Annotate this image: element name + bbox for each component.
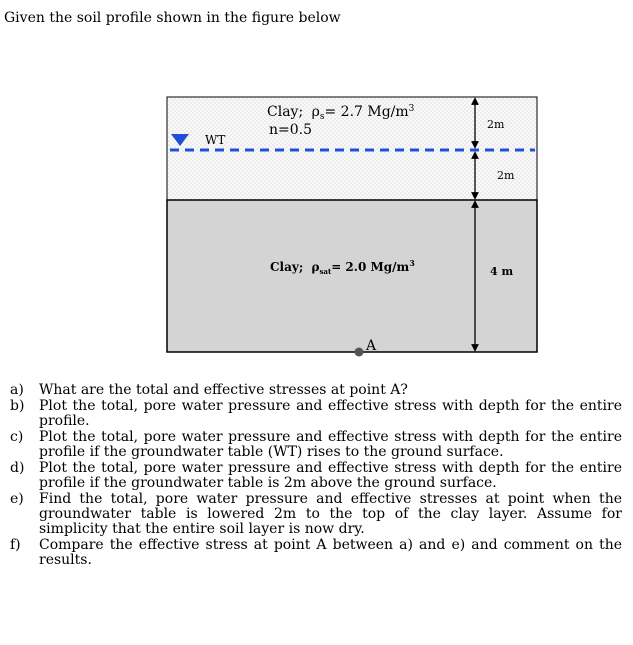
top-layer-porosity: n=0.5 xyxy=(269,122,313,138)
question-label: d) xyxy=(10,460,25,476)
question-item xyxy=(10,461,622,491)
question-label: f) xyxy=(10,537,21,553)
top-layer-density: Clay; $\rho_s= 2.7$ $Mg/m^3$ xyxy=(267,104,415,122)
point-a-label: A xyxy=(366,338,377,354)
question-item xyxy=(10,399,622,429)
dim-label-bottom: 4 m xyxy=(490,265,514,278)
question-label: c) xyxy=(10,429,24,445)
intro-text: Given the soil profile shown in the figure below xyxy=(4,10,341,26)
dim-label-upper: 2m xyxy=(487,118,505,131)
point-a-marker xyxy=(355,348,364,357)
question-list xyxy=(10,383,622,569)
question-text: Plot the total, pore water pressure and effective stress with depth for the entire profile if the groundwater table (WT) rises to the ground surface. xyxy=(39,429,622,460)
question-item xyxy=(10,538,622,568)
question-item xyxy=(10,492,622,537)
question-item xyxy=(10,430,622,460)
question-label: e) xyxy=(10,491,24,507)
question-text: What are the total and effective stresses at point A? xyxy=(39,382,408,398)
bottom-layer-density: Clay; $\rho_{sat}= 2.0$ $Mg/m^3$ xyxy=(270,258,415,276)
question-text: Plot the total, pore water pressure and effective stress with depth for the entire profile if the groundwater table is 2m above the ground surface. xyxy=(39,460,622,491)
bottom-clay-layer xyxy=(167,200,537,352)
water-table-label: WT xyxy=(205,133,226,147)
dim-label-middle: 2m xyxy=(497,169,515,182)
question-item xyxy=(10,383,622,398)
question-text: Plot the total, pore water pressure and effective stress with depth for the entire profile. xyxy=(39,398,622,429)
question-label: a) xyxy=(10,382,24,398)
question-text: Compare the effective stress at point A between a) and e) and comment on the results. xyxy=(39,537,622,568)
question-text: Find the total, pore water pressure and effective stresses at point when the groundwater table is lowered 2m to the top of the clay layer. Assume for simplicity that the entire soil layer is now dry. xyxy=(39,491,622,537)
question-label: b) xyxy=(10,398,25,414)
